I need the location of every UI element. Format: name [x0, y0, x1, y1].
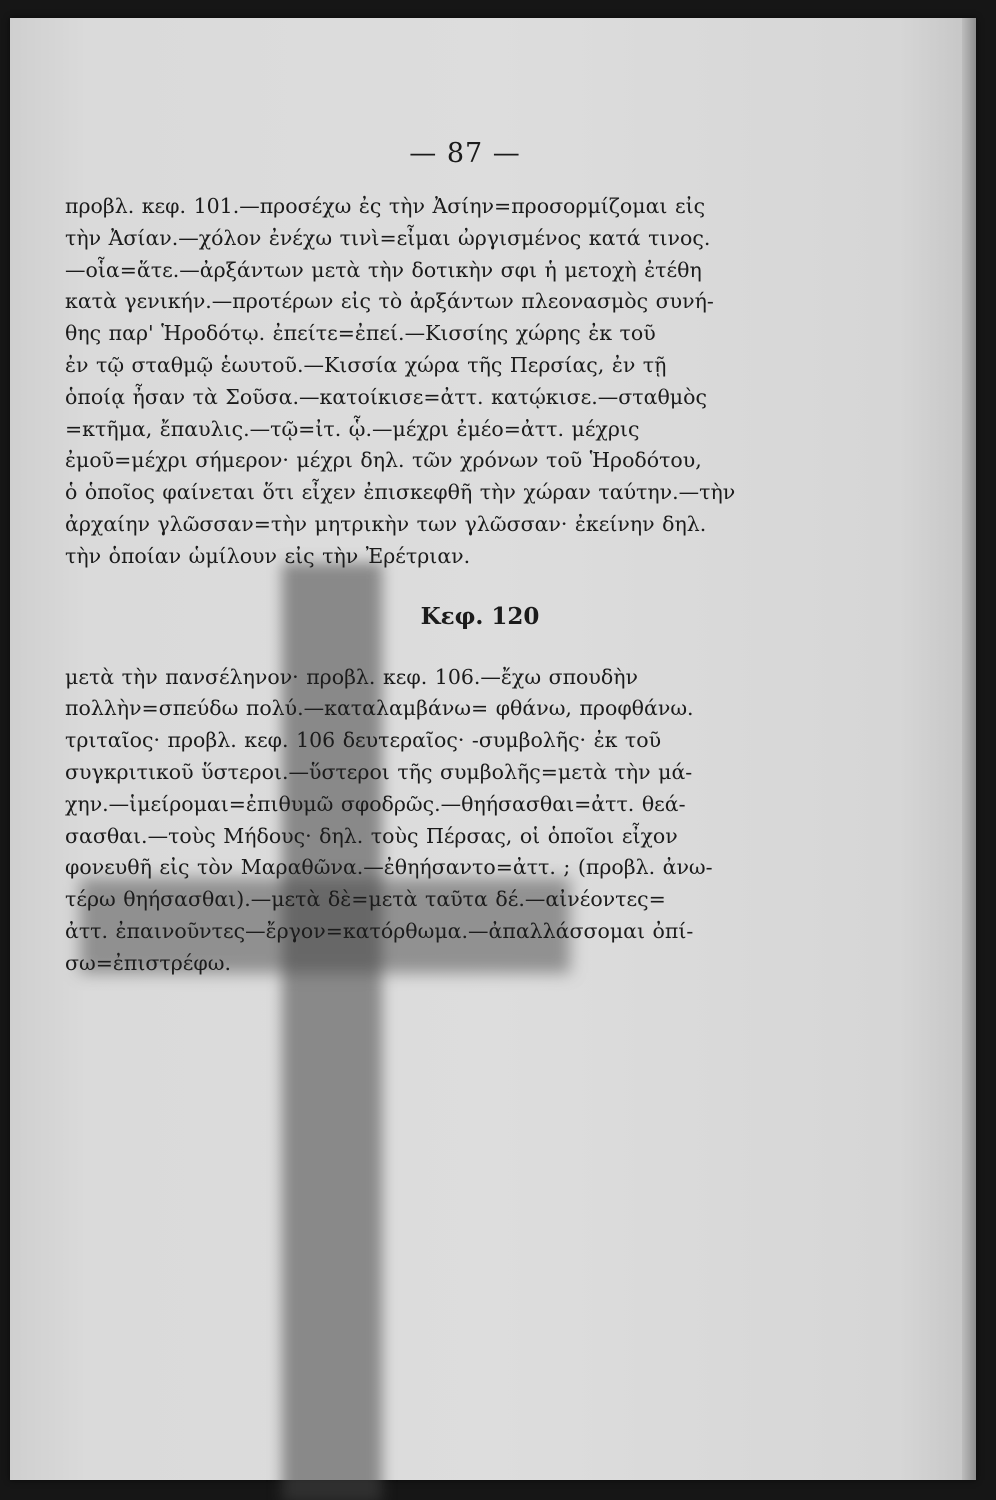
text-line: σω=ἐπιστρέφω. [65, 950, 231, 975]
text-line: ἀρχαίην γλῶσσαν=τὴν μητρικὴν των γλῶσσαν· ἐκείνην δηλ. [65, 511, 707, 536]
text-line: ἐμοῦ=μέχρι σήμερον· μέχρι δηλ. τῶν χρόνων τοῦ Ἡροδότου, [65, 448, 702, 473]
page-number: — 87 — [409, 138, 521, 169]
text-line: θης παρ' Ἡροδότῳ. ἐπείτε=ἐπεί.—Κισσίης χώρης ἐκ τοῦ [65, 321, 656, 346]
commentary-paragraph-1 [65, 191, 835, 573]
chapter-heading: Κεφ. 120 [420, 602, 540, 630]
text-line: πολλὴν=σπεύδω πολύ.—καταλαμβάνω= φθάνω, προφθάνω. [65, 696, 694, 721]
book-page [10, 18, 976, 1480]
text-line: συγκριτικοῦ ὕστεροι.—ὕστεροι τῆς συμβολῆς=μετὰ τὴν μά- [65, 759, 693, 784]
page-content [65, 138, 835, 980]
text-line: χην.—ἱμείρομαι=ἐπιθυμῶ σφοδρῶς.—θηήσασθαι=ἀττ. θεά- [65, 791, 686, 816]
text-line: =κτῆμα, ἔπαυλις.—τῷ=ἰτ. ᾧ.—μέχρι ἐμέο=ἀττ. μέχρις [65, 416, 640, 441]
text-line: —οἷα=ἅτε.—ἀρξάντων μετὰ τὴν δοτικὴν σφι ἡ μετοχὴ ἐτέθη [65, 257, 702, 282]
text-line: τριταῖος· προβλ. κεφ. 106 δευτεραῖος· -συμβολῆς· ἐκ τοῦ [65, 728, 662, 753]
text-line: προβλ. κεφ. 101.—προσέχω ἐς τὴν Ἀσίην=προσορμίζομαι εἰς [65, 194, 706, 218]
text-line: σασθαι.—τοὺς Μήδους· δηλ. τοὺς Πέρσας, οἱ ὁποῖοι εἶχον [65, 823, 678, 848]
text-line: ἐν τῷ σταθμῷ ἑωυτοῦ.—Κισσία χώρα τῆς Περσίας, ἐν τῇ [65, 352, 667, 377]
page-edge [962, 18, 976, 1480]
text-line: φονευθῆ εἰς τὸν Μαραθῶνα.—ἐθηήσαντο=ἀττ. ; (προβλ. ἀνω- [65, 855, 713, 880]
text-line: τὴν ὁποίαν ὡμίλουν εἰς τὴν Ἐρέτριαν. [65, 543, 471, 568]
text-line: τέρω θηήσασθαι).—μετὰ δὲ=μετὰ ταῦτα δέ.—αἰνέοντες= [65, 887, 666, 912]
text-line: μετὰ τὴν πανσέληνον· προβλ. κεφ. 106.—ἔχω σπουδὴν [65, 664, 638, 689]
text-line: κατὰ γενικήν.—προτέρων εἰς τὸ ἀρξάντων πλεονασμὸς συνή- [65, 289, 714, 314]
text-line: ἀττ. ἐπαινοῦντες—ἔργον=κατόρθωμα.—ἀπαλλάσσομαι ὀπί- [65, 918, 694, 943]
text-line: ὁποίᾳ ἦσαν τὰ Σοῦσα.—κατοίκισε=ἀττ. κατῴκισε.—σταθμὸς [65, 384, 707, 409]
commentary-paragraph-2 [65, 662, 835, 980]
text-line: τὴν Ἀσίαν.—χόλον ἐνέχω τινὶ=εἶμαι ὠργισμένος κατά τινος. [65, 225, 711, 250]
text-line: ὁ ὁποῖος φαίνεται ὅτι εἶχεν ἐπισκεφθῆ τὴν χώραν ταύτην.—τὴν [65, 480, 736, 505]
